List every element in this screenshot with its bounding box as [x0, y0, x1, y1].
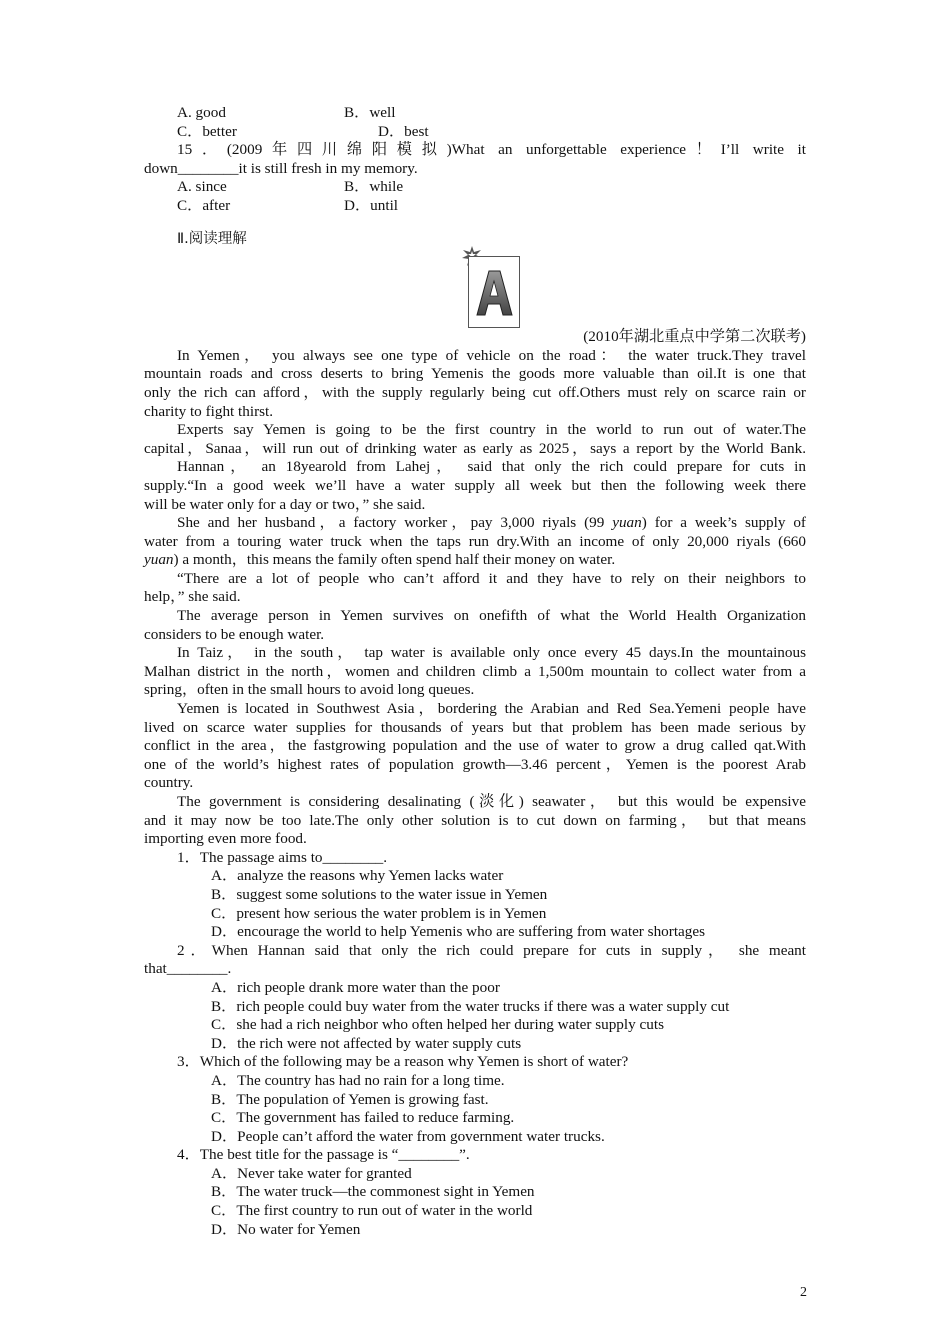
paragraph-5: “There are a lot of people who can’t afford it and they have to rely on their neighbors to help，” she said. [144, 569, 806, 606]
paragraph-4: She and her husband，a factory worker，pay 3,000 riyals (99 yuan) for a week’s supply of water from a touring water truck when the taps run dry.With an income of only 20,000 riyals (660 yuan) a month，this means the family often spend half their money on water. [144, 514, 806, 569]
q3-option-a[interactable]: A．The country has had no rain for a long time. [211, 1071, 505, 1089]
options-row-cd [144, 123, 806, 142]
q2-option-a[interactable]: A．rich people drank more water than the poor [211, 978, 500, 996]
option-d[interactable]: D．best [378, 122, 429, 140]
document-page [144, 104, 806, 1239]
question-2-stem-cont: that________. [144, 960, 232, 978]
paragraph-7: In Taiz， in the south， tap water is available only once every 45 days.In the mountainous Malhan district in the north，women and children climb a 1,500m mountain to collect water from a spring，often in the small hours to avoid long queues. [144, 644, 806, 699]
question-15 [144, 141, 806, 215]
q15-option-a[interactable]: A. since [177, 178, 227, 196]
paragraph-3: Hannan， an 18yearold from Lahej， said that only the rich could prepare for cuts in supply.“In a good week we’ll have a water supply all week but then the following week there will be water only for a day or two，” she said. [144, 458, 806, 513]
passage-source: (2010年湖北重点中学第二次联考) [583, 328, 806, 346]
question-4-stem: 4．The best title for the passage is “________”. [177, 1146, 470, 1164]
question-3 [144, 1053, 806, 1146]
passage-body [144, 347, 806, 849]
paragraph-2: Experts say Yemen is going to be the first country in the world to run out of water.The capital，Sanaa，will run out of drinking water as early as 2025，says a report by the World Bank. [144, 421, 806, 457]
question-2-stem: 2．When Hannan said that only the rich could prepare for cuts in supply， she meant [177, 941, 806, 959]
paragraph-8: Yemen is located in Southwest Asia，bordering the Arabian and Red Sea.Yemeni people have lived on scarce water supplies for thousands of years but that problem has been made serious by conflict in the area，the fastgrowing population and the use of water to grow a drug called qat.With one of the world’s highest rates of population growth—3.46 percent，Yemen is the poorest Arab country. [144, 700, 806, 792]
q3-option-b[interactable]: B．The population of Yemen is growing fast. [211, 1090, 489, 1108]
paragraph-6: The average person in Yemen survives on onefifth of what the World Health Organization considers to be enough water. [144, 607, 806, 643]
q1-option-a[interactable]: A．analyze the reasons why Yemen lacks water [211, 867, 504, 885]
q1-option-d[interactable]: D．encourage the world to help Yemenis who are suffering from water shortages [211, 923, 706, 941]
q4-option-a[interactable]: A．Never take water for granted [211, 1164, 412, 1182]
paragraph-9: The government is considering desalinating (淡化) seawater， but this would be expensive and it may now be too late.The only other solution is to cut down on farming， but that means importing even more food. [144, 793, 806, 848]
q15-option-c[interactable]: C．after [177, 196, 231, 214]
question-4 [144, 1146, 806, 1239]
question-15-line2: down________it is still fresh in my memory. [144, 159, 418, 177]
question-1-stem: 1．The passage aims to________. [177, 848, 388, 866]
page-number: 2 [800, 1285, 807, 1300]
q4-option-d[interactable]: D．No water for Yemen [211, 1220, 361, 1238]
q2-option-d[interactable]: D．the rich were not affected by water supply cuts [211, 1034, 522, 1052]
q1-option-c[interactable]: C．present how serious the water problem is in Yemen [211, 904, 547, 922]
q15-option-b[interactable]: B．while [344, 178, 404, 196]
passage-logo [144, 248, 806, 328]
option-a[interactable]: A. good [177, 104, 226, 121]
q4-option-b[interactable]: B．The water truck—the commonest sight in Yemen [211, 1183, 535, 1201]
q4-option-c[interactable]: C．The first country to run out of water in the world [211, 1202, 533, 1220]
q1-option-b[interactable]: B．suggest some solutions to the water issue in Yemen [211, 885, 548, 903]
q3-option-c[interactable]: C．The government has failed to reduce farming. [211, 1109, 515, 1127]
option-c[interactable]: C．better [177, 122, 237, 140]
question-2 [144, 942, 806, 1054]
q15-options-ab [144, 178, 806, 197]
question-1 [144, 849, 806, 942]
question-15-line1: 15．(2009年四川绵阳模拟)What an unforgettable experience！I’ll write it [177, 141, 806, 159]
q15-options-cd [144, 197, 806, 216]
option-b[interactable]: B．well [344, 104, 396, 121]
options-row-ab [144, 104, 806, 123]
paragraph-1: In Yemen， you always see one type of vehicle on the road： the water truck.They travel mountain roads and cross deserts to bring Yemenis the goods more valuable than oil.It is one that only the rich can afford，with the supply regularly being cut off.Others must rely on scarce rain or charity to fight thirst. [144, 346, 806, 420]
q2-option-b[interactable]: B．rich people could buy water from the water trucks if there was a water supply cut [211, 997, 730, 1015]
letter-a-badge [468, 256, 520, 328]
q2-option-c[interactable]: C．she had a rich neighbor who often helped her during water supply cuts [211, 1016, 664, 1034]
section-title: Ⅱ.阅读理解 [177, 230, 247, 247]
question-3-stem: 3．Which of the following may be a reason why Yemen is short of water? [177, 1053, 629, 1071]
q3-option-d[interactable]: D．People can’t afford the water from government water trucks. [211, 1127, 605, 1145]
q15-option-d[interactable]: D．until [344, 196, 399, 214]
